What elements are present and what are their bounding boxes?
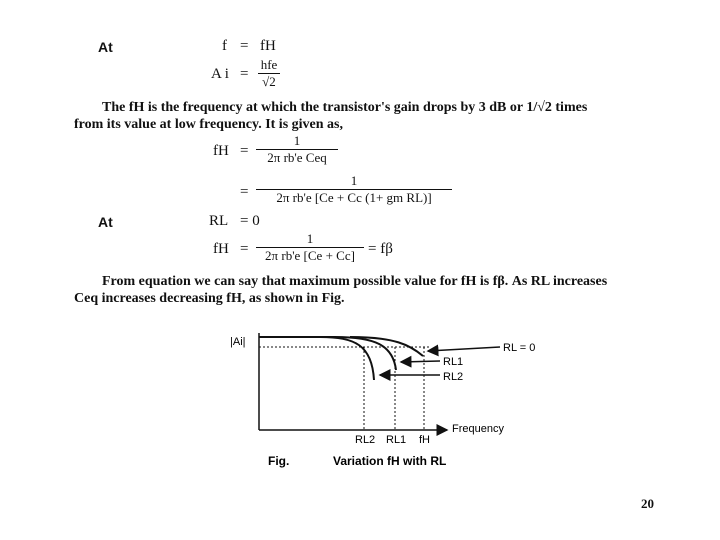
curve-rl1 xyxy=(335,337,396,370)
equals-sign: = xyxy=(240,66,249,82)
figure-caption-text: Variation fH with RL xyxy=(333,454,447,468)
equals-sign: = xyxy=(240,241,249,257)
at-label-1: At xyxy=(98,39,113,55)
equals-sign: = xyxy=(240,38,249,54)
equals-sign: = xyxy=(240,143,249,159)
page-number: 20 xyxy=(641,496,654,511)
paragraph-1-line-1: The fH is the frequency at which the transistor's gain drops by 3 dB or 1/√2 times xyxy=(102,100,588,115)
fh-symbol: fH xyxy=(260,38,276,54)
denominator: 2π rb'e [Ce + Cc] xyxy=(265,248,355,263)
numerator: 1 xyxy=(350,173,358,188)
figure-caption-label: Fig. xyxy=(268,454,290,468)
tick-label-rl2: RL2 xyxy=(355,434,376,446)
x-axis-label: Frequency xyxy=(452,423,504,435)
curve-label-rl2: RL2 xyxy=(443,371,464,383)
paragraph-1-line-2: from its value at low frequency. It is given as, xyxy=(74,117,343,132)
numerator: 1 xyxy=(306,231,314,246)
curve-rl2 xyxy=(320,337,374,380)
ai-symbol: A i xyxy=(211,66,229,82)
fh-symbol: fH xyxy=(213,143,229,159)
tick-label-rl1: RL1 xyxy=(386,434,407,446)
at-label-2: At xyxy=(98,214,113,230)
rl-symbol: RL xyxy=(209,213,229,229)
f-symbol: f xyxy=(222,38,227,54)
tick-label-fh: fH xyxy=(419,434,430,446)
curve-label-rl1: RL1 xyxy=(443,356,464,368)
fh-symbol: fH xyxy=(213,241,229,257)
equals-sign: = xyxy=(240,184,249,200)
arrow-rl0 xyxy=(428,347,500,351)
f-beta: = fβ xyxy=(368,241,393,257)
paragraph-2-line-1: From equation we can say that maximum possible value for fH is fβ. As RL increases xyxy=(102,274,608,289)
denominator: √2 xyxy=(262,74,276,89)
numerator: 1 xyxy=(293,133,301,148)
numerator: hfe xyxy=(260,57,278,72)
denominator: 2π rb'e Ceq xyxy=(267,150,327,165)
curve-label-rl0: RL = 0 xyxy=(503,342,536,354)
rl-zero: = 0 xyxy=(240,213,260,229)
arrow-rl1 xyxy=(401,361,440,362)
y-axis-label: |Ai| xyxy=(230,336,246,348)
paragraph-2-line-2: Ceq increases decreasing fH, as shown in Fig. xyxy=(74,291,345,306)
denominator: 2π rb'e [Ce + Cc (1+ gm RL)] xyxy=(276,190,432,205)
